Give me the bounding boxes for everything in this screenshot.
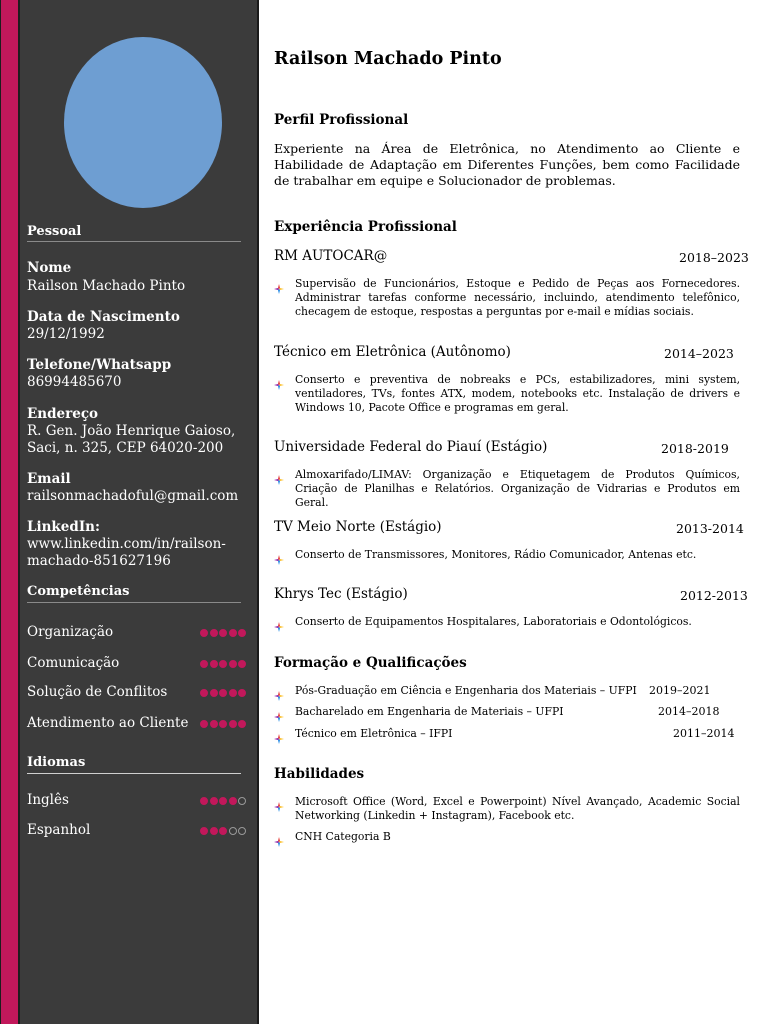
education-item (274, 684, 637, 698)
education-years: 2019–2021 (649, 684, 711, 697)
linkedin-value: www.linkedin.com/in/railson-machado-851627196 (27, 536, 226, 569)
bullet-icon (274, 550, 284, 560)
job-title: Técnico em Eletrônica (Autônomo) (274, 344, 511, 360)
rating-dot (219, 660, 227, 668)
job-description (274, 373, 740, 416)
job-period: 2018-2019 (661, 441, 729, 456)
education-course: Bacharelado em Engenharia de Materiais – UFPI (295, 705, 564, 718)
accent-bar (0, 0, 20, 1024)
job-description-text: Conserto e preventiva de nobreaks e PCs, estabilizadores, mini system, ventiladores, TVs, fontes ATX, modem, notebooks etc. Instalação de drivers e Windows 10, Pacote Office e programas em geral. (295, 373, 740, 415)
rating-dot (229, 827, 237, 835)
ability-text: Microsoft Office (Word, Excel e Powerpoint) Nível Avançado, Academic Social Networking (Linkedin + Instagram), Facebook etc. (295, 795, 740, 823)
rating-dot (229, 797, 237, 805)
ability-item (274, 830, 740, 844)
name-value: Railson Machado Pinto (27, 278, 186, 294)
job-title: TV Meio Norte (Estágio) (274, 519, 442, 535)
language-name: Inglês (27, 792, 69, 808)
job-period: 2013-2014 (676, 521, 744, 536)
education-item (274, 727, 452, 741)
education-course: Pós-Graduação em Ciência e Engenharia dos Materiais – UFPI (295, 684, 637, 697)
education-course: Técnico em Eletrônica – IFPI (295, 727, 453, 740)
rating-dot (200, 720, 208, 728)
rating-dot (238, 629, 246, 637)
rating-dot (219, 797, 227, 805)
rating-dot (210, 720, 218, 728)
education-years: 2014–2018 (658, 705, 720, 718)
profile-photo-placeholder (64, 37, 222, 208)
profile-text: Experiente na Área de Eletrônica, no Atendimento ao Cliente e Habilidade de Adaptação em Diferentes Funções, bem como Facilidade de trabalhar em equipe e Solucionador de problemas. (274, 141, 740, 188)
rating-dot (229, 720, 237, 728)
language-name: Espanhol (27, 822, 91, 838)
rating-dot (200, 660, 208, 668)
profile-heading: Perfil Profissional (274, 112, 409, 128)
rating-dot (238, 689, 246, 697)
job-description-text: Supervisão de Funcionários, Estoque e Pedido de Peças aos Fornecedores. Administrar tarefas conforme necessário, incluindo, atendimento telefônico, checagem de estoque, respostas a perguntas por e-mail e mídias sociais. (295, 277, 740, 319)
skill-rating (200, 629, 246, 637)
languages-divider (27, 773, 241, 774)
rating-dot (238, 797, 246, 805)
skills-divider (27, 602, 241, 603)
address-value: R. Gen. João Henrique Gaioso, Saci, n. 325, CEP 64020-200 (27, 423, 236, 456)
job-period: 2012-2013 (680, 588, 748, 603)
bullet-icon (274, 686, 284, 696)
bullet-icon (274, 375, 284, 385)
email-label: Email (27, 471, 71, 487)
bullet-icon (274, 617, 284, 627)
job-description (274, 615, 740, 629)
rating-dot (210, 689, 218, 697)
rating-dot (200, 689, 208, 697)
email-value: railsonmachadoful@gmail.com (27, 488, 239, 504)
bullet-icon (274, 832, 284, 842)
experience-heading: Experiência Profissional (274, 219, 457, 235)
rating-dot (210, 797, 218, 805)
rating-dot (229, 660, 237, 668)
name-label: Nome (27, 260, 72, 276)
rating-dot (200, 629, 208, 637)
education-item (274, 705, 564, 719)
education-years: 2011–2014 (673, 727, 735, 740)
rating-dot (219, 689, 227, 697)
bullet-icon (274, 797, 284, 807)
birthdate-value: 29/12/1992 (27, 326, 105, 342)
job-description (274, 468, 740, 511)
address-label: Endereço (27, 406, 99, 422)
rating-dot (219, 629, 227, 637)
job-description (274, 548, 740, 562)
bullet-icon (274, 707, 284, 717)
rating-dot (229, 629, 237, 637)
skill-rating (200, 660, 246, 668)
bullet-icon (274, 729, 284, 739)
ability-text: CNH Categoria B (295, 830, 391, 843)
job-period: 2014–2023 (664, 346, 734, 361)
candidate-name: Railson Machado Pinto (274, 49, 502, 69)
personal-heading: Pessoal (27, 224, 82, 239)
job-period: 2018–2023 (679, 250, 749, 265)
job-title: Khrys Tec (Estágio) (274, 586, 408, 602)
ability-item (274, 795, 740, 823)
linkedin-label: LinkedIn: (27, 519, 100, 535)
sidebar (20, 0, 259, 1024)
skill-rating (200, 720, 246, 728)
education-heading: Formação e Qualificações (274, 655, 467, 671)
rating-dot (238, 720, 246, 728)
job-description-text: Conserto de Equipamentos Hospitalares, Laboratoriais e Odontológicos. (295, 615, 692, 628)
personal-divider (27, 241, 241, 242)
language-rating (200, 797, 246, 805)
bullet-icon (274, 279, 284, 289)
rating-dot (200, 827, 208, 835)
rating-dot (219, 720, 227, 728)
job-title: RM AUTOCAR@ (274, 248, 388, 264)
job-title: Universidade Federal do Piauí (Estágio) (274, 439, 548, 455)
rating-dot (200, 797, 208, 805)
phone-label: Telefone/Whatsapp (27, 357, 172, 373)
rating-dot (238, 660, 246, 668)
birthdate-label: Data de Nascimento (27, 309, 180, 325)
rating-dot (210, 629, 218, 637)
abilities-heading: Habilidades (274, 766, 365, 782)
skills-heading: Competências (27, 584, 130, 599)
skill-name: Comunicação (27, 655, 120, 671)
skill-name: Atendimento ao Cliente (27, 715, 189, 731)
rating-dot (238, 827, 246, 835)
rating-dot (210, 660, 218, 668)
rating-dot (229, 689, 237, 697)
job-description (274, 277, 740, 320)
rating-dot (219, 827, 227, 835)
skill-rating (200, 689, 246, 697)
phone-value: 86994485670 (27, 374, 122, 390)
languages-heading: Idiomas (27, 755, 86, 770)
job-description-text: Conserto de Transmissores, Monitores, Rádio Comunicador, Antenas etc. (295, 548, 697, 561)
skill-name: Organização (27, 624, 114, 640)
language-rating (200, 827, 246, 835)
bullet-icon (274, 470, 284, 480)
job-description-text: Almoxarifado/LIMAV: Organização e Etiquetagem de Produtos Químicos, Criação de Planilhas e Relatórios. Organização de Vidrarias e Produtos em Geral. (295, 468, 740, 510)
rating-dot (210, 827, 218, 835)
skill-name: Solução de Conflitos (27, 684, 168, 700)
